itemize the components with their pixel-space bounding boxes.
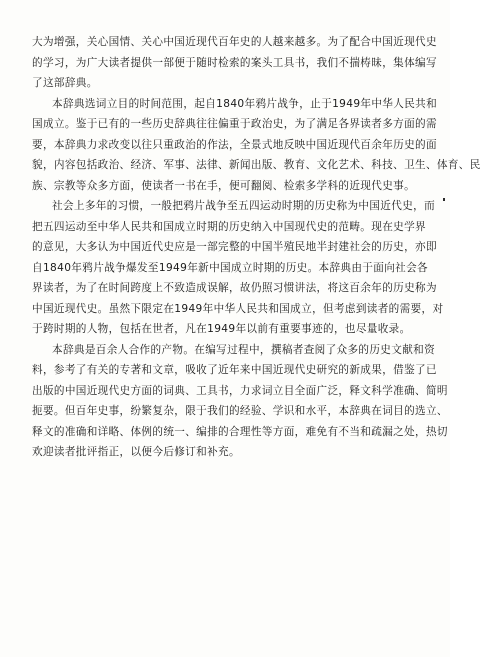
paragraph-1 [32, 32, 437, 94]
text-line: 本辞典选词立目的时间范围，起自1840年鸦片战争，止于1949年中华人民共和 [52, 97, 438, 110]
text-line: 要，本辞典力求改变以往只重政治的作法，全景式地反映中国近现代百余年历史的面 [32, 138, 437, 151]
text-line: 国成立。鉴于已有的一些历史辞典往往偏重于政治史，为了满足各界读者多方面的需 [32, 118, 437, 130]
text-line: 把五四运动至中华人民共和国成立时期的历史纳入中国现代史的范畴。现在史学界 [32, 220, 426, 233]
text-line: 料，参考了有关的专著和文章，吸收了近年来中国近现代史研究的新成果，借鉴了已 [32, 364, 437, 376]
text-line: 的意见，大多认为中国近代史应是一部完整的中国半殖民地半封建社会的历史，亦即 [32, 241, 437, 253]
text-line: 于跨时期的人物，包括在世者，凡在1949年以前有重要事迹的，也尽量收录。 [32, 323, 411, 335]
text-line: 本辞典是百余人合作的产物。在编写过程中，撰稿者查阅了众多的历史文献和资 [52, 343, 436, 356]
paragraph-3 [32, 196, 444, 340]
text-line: 中国近现代史。虽然下限定在1949年中华人民共和国成立，但考虑到读者的需要，对 [32, 302, 444, 315]
text-line: 大为增强，关心国情、关心中国近现代百年史的人越来越多。为了配合中国近现代史 [32, 36, 437, 48]
text-line: 自1840年鸦片战争爆发至1949年新中国成立时期的历史。本辞典由于面向社会各 [32, 261, 428, 274]
text-line: 貌，内容包括政治、经济、军事、法律、新闻出版、教育、文化艺术、科技、卫生、体育、民 [32, 159, 481, 171]
paragraph-4 [32, 340, 448, 463]
text-line: 释文的准确和详略、体例的统一、编排的合理性等方面，难免有不当和疏漏之处，热切 [32, 425, 448, 438]
preface-text-block [32, 32, 481, 463]
text-line: 出版的中国近现代史方面的词典、工具书，力求词立目全面广泛，释文科学准确、简明 [32, 384, 448, 397]
paragraph-2 [32, 94, 481, 197]
text-line: 了这部辞典。 [32, 77, 98, 89]
text-line: 社会上多年的习惯，一般把鸦片战争至五四运动时期的历史称为中国近代史，而 [52, 200, 436, 212]
text-line: 界读者，为了在时间跨度上不致造成误解，故仍照习惯讲法，将这百余年的历史称为 [32, 282, 437, 294]
text-line: 的学习，为广大读者提供一部便于随时检索的案头工具书，我们不揣梼昧，集体编写 [32, 56, 437, 69]
text-line: 欢迎读者批评指正，以便今后修订和补充。 [32, 446, 240, 458]
text-line: 扼要。但百年史事，纷繁复杂，限于我们的经验、学识和水平，本辞典在词目的选立、 [32, 405, 448, 417]
scan-edge-mark [443, 198, 445, 201]
text-line: 族、宗教等众多方面，使读者一书在手，便可翻阅、检索多学科的近现代史事。 [32, 179, 416, 192]
